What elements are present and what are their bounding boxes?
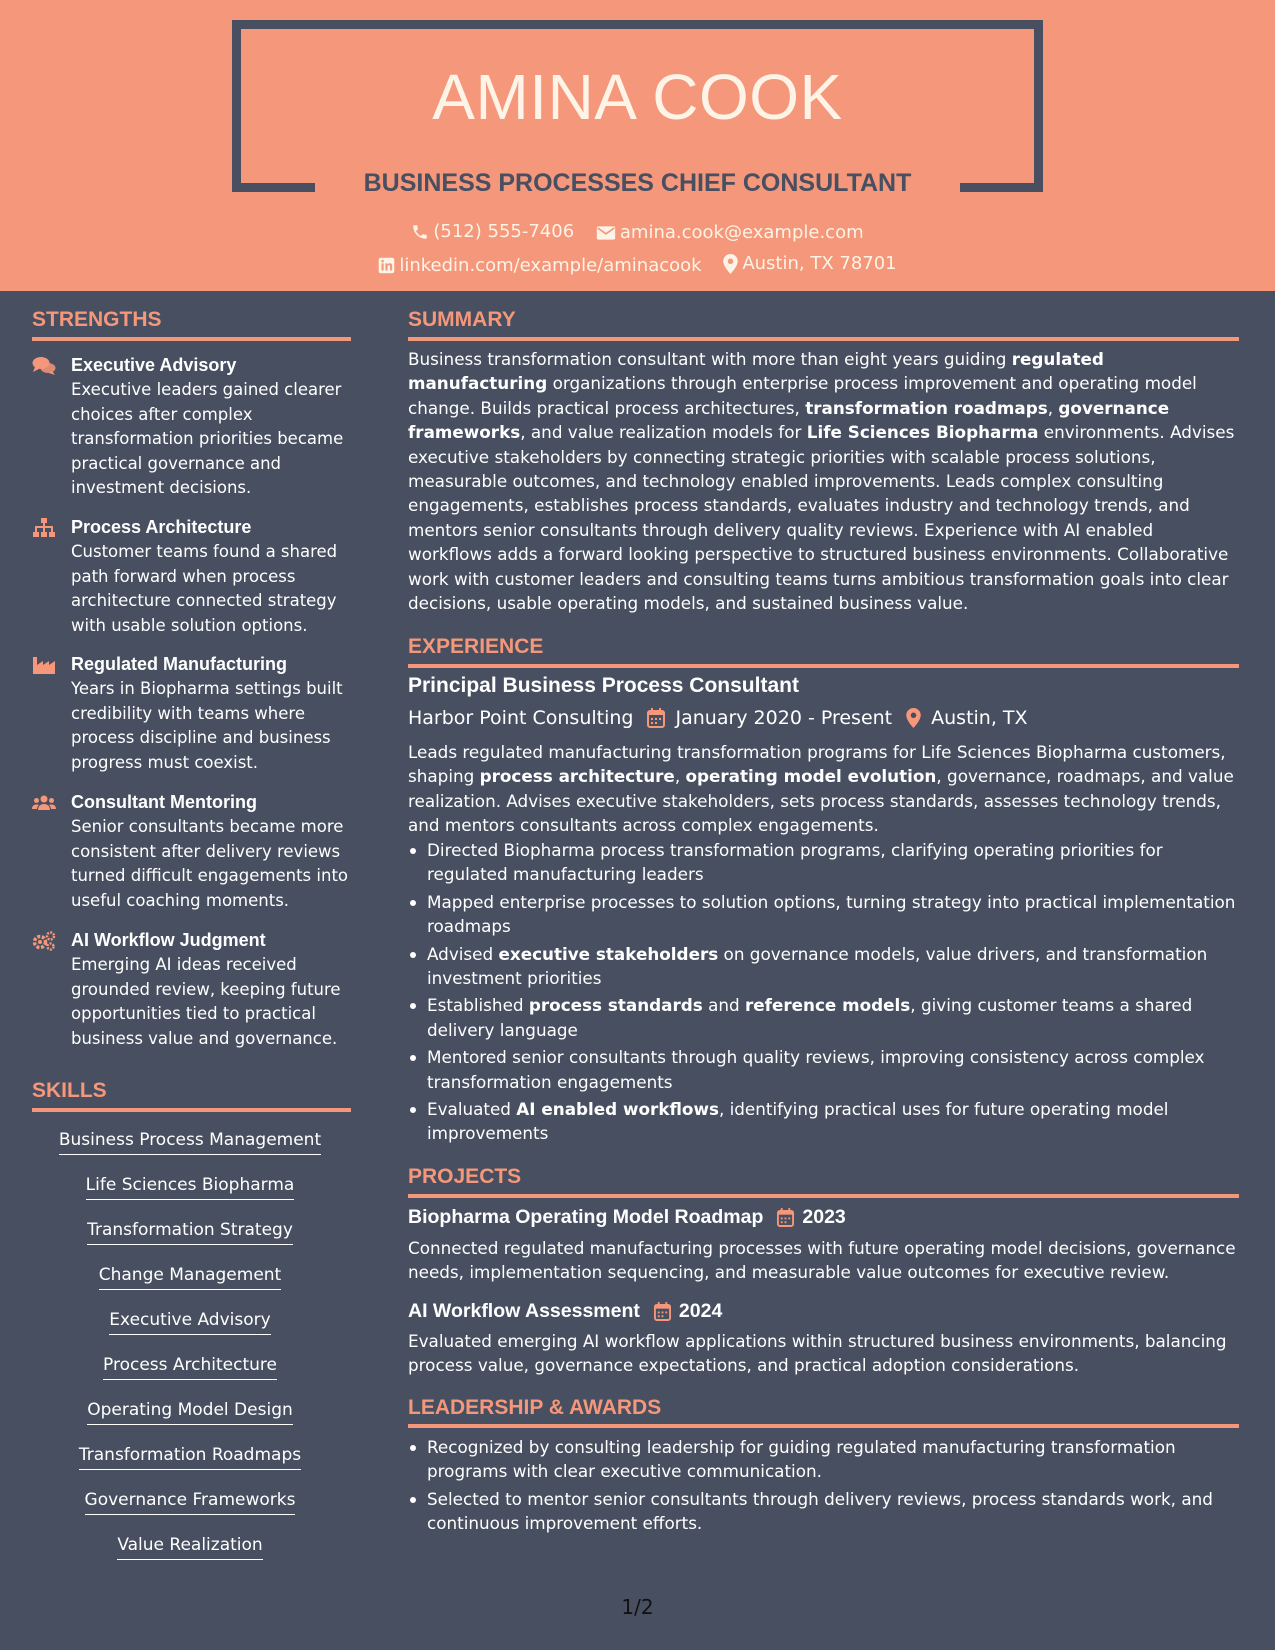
text-run: Mentored senior consultants through quality reviews, improving consistency across complex transformation engagements	[427, 1047, 1205, 1092]
project-description: Evaluated emerging AI workflow applications within structured business environments, balancing process value, governance expectations, and practical adoption considerations.	[408, 1331, 1227, 1376]
strength-title: Process Architecture	[71, 517, 252, 537]
text-run: environments. Advises executive stakeholders by connecting strategic priorities with scalable process solutions, measurable outcomes, and technology enabled improvements. Leads complex consulting engagements, establishes process standards, evaluates industry and technology trends, and mentors senior consultants through delivery quality reviews. Experience with AI enabled workflows adds a forward looking perspective to structured business environments. Collaborative work with customer leaders and consulting teams turns ambitious transformation goals into clear decisions, usable operating models, and sustained business value.	[408, 422, 1235, 614]
calendar-icon	[777, 1208, 794, 1227]
experience-heading: EXPERIENCE	[408, 635, 544, 658]
project-title	[408, 1204, 846, 1230]
leadership-bullets	[408, 1435, 1238, 1539]
job-location-text: Austin, TX	[931, 707, 1028, 729]
contact-row	[0, 220, 1275, 248]
strength-description: Emerging AI ideas received grounded review, keeping future opportunities tied to practical business value and governance.	[71, 955, 341, 1048]
skill-label: Business Process Management	[59, 1128, 321, 1155]
skill-item	[30, 1398, 350, 1425]
summary-heading: SUMMARY	[408, 308, 516, 331]
phone-contact	[411, 220, 574, 244]
text-run: organizations through enterprise process improvement and operating model change. Builds practical process architectures,	[408, 373, 1197, 418]
header-frame	[232, 20, 1043, 29]
skill-item	[30, 1173, 350, 1200]
candidate-title: BUSINESS PROCESSES CHIEF CONSULTANT	[363, 169, 912, 197]
page-number: 1/2	[621, 1595, 654, 1619]
project-description: Connected regulated manufacturing processes with future operating model decisions, governance needs, implementation sequencing, and measurable value outcomes for executive review.	[408, 1238, 1236, 1283]
skill-item	[30, 1488, 350, 1515]
linkedin-link[interactable]: linkedin.com/example/aminacook	[399, 254, 702, 276]
resume-header	[0, 0, 1275, 291]
emphasis-text: AI enabled workflows	[516, 1099, 719, 1120]
projects-heading: PROJECTS	[408, 1165, 522, 1188]
map-marker-icon	[906, 708, 921, 728]
text-run: ,	[1047, 397, 1059, 418]
text-run: Leads regulated manufacturing transformation programs for Life Sciences Biopharma customers, shaping	[408, 742, 1226, 787]
users-icon	[32, 793, 56, 813]
job-location	[906, 705, 1027, 731]
section-divider	[32, 1108, 351, 1112]
job-bullets	[408, 838, 1238, 1149]
skill-item	[30, 1533, 350, 1560]
emphasis-text: transformation roadmaps	[805, 397, 1048, 418]
job-bullet	[408, 993, 1238, 1042]
job-dates	[647, 705, 892, 731]
job-meta	[408, 705, 1028, 731]
phone-icon	[411, 223, 429, 241]
emphasis-text: operating model evolution	[685, 766, 937, 787]
strength-description: Years in Biopharma settings built credibility with teams where process discipline and business progress must coexist.	[71, 679, 343, 772]
job-intro	[408, 740, 1238, 838]
emphasis-text: regulated manufacturing	[408, 349, 1104, 394]
text-run: and	[702, 995, 746, 1016]
location-contact	[723, 252, 896, 276]
envelope-icon	[596, 225, 616, 241]
calendar-icon	[654, 1302, 671, 1321]
contact-row	[0, 252, 1275, 281]
skill-label: Change Management	[99, 1263, 281, 1290]
strength-title: Regulated Manufacturing	[71, 654, 288, 674]
strengths-heading: STRENGTHS	[32, 308, 162, 331]
text-run: Business transformation consultant with more than eight years guiding	[408, 349, 1012, 369]
skill-label: Transformation Roadmaps	[79, 1443, 301, 1470]
text-run: Mapped enterprise processes to solution options, turning strategy into practical implementation roadmaps	[427, 891, 1236, 937]
comments-icon	[32, 356, 56, 376]
skill-label: Life Sciences Biopharma	[86, 1173, 295, 1200]
skill-label: Operating Model Design	[87, 1398, 293, 1425]
job-bullet	[408, 1097, 1238, 1146]
emphasis-text: executive stakeholders	[498, 943, 719, 964]
industry-icon	[32, 655, 56, 675]
section-divider	[32, 337, 351, 341]
linkedin-icon	[378, 257, 395, 274]
skill-item	[30, 1353, 350, 1380]
job-bullet	[408, 890, 1238, 939]
map-marker-icon	[723, 254, 738, 274]
leadership-heading: LEADERSHIP & AWARDS	[408, 1396, 662, 1419]
strength-title: Executive Advisory	[71, 355, 237, 375]
section-divider	[408, 664, 1239, 668]
project-name: AI Workflow Assessment	[408, 1300, 640, 1322]
project-title	[408, 1298, 722, 1324]
emphasis-text: process architecture	[479, 766, 675, 787]
emphasis-text: Life Sciences Biopharma	[806, 422, 1039, 443]
strength-description: Senior consultants became more consistent after delivery reviews turned difficult engagements into useful coaching moments.	[71, 817, 349, 910]
skill-label: Value Realization	[117, 1533, 262, 1560]
text-run: Established	[427, 995, 529, 1016]
strength-description: Executive leaders gained clearer choices after complex transformation priorities became practical governance and investment decisions.	[71, 380, 344, 497]
text-run: Advised	[427, 943, 499, 964]
candidate-name: AMINA COOK	[432, 61, 843, 133]
emphasis-text: reference models	[745, 995, 911, 1016]
leadership-bullet: Selected to mentor senior consultants through delivery reviews, process standards work, and continuous improvement efforts.	[408, 1487, 1238, 1536]
emphasis-text: process standards	[528, 995, 703, 1016]
skill-label: Transformation Strategy	[87, 1218, 293, 1245]
strength-title: AI Workflow Judgment	[71, 930, 266, 950]
text-run: on governance models, value drivers, and transformation investment priorities	[427, 943, 1208, 989]
text-run: Directed Biopharma process transformation programs, clarifying operating priorities for regulated manufacturing leaders	[427, 840, 1163, 885]
project-year: 2023	[802, 1206, 846, 1228]
skills-heading: SKILLS	[32, 1079, 107, 1102]
skill-item	[30, 1218, 350, 1245]
skill-item	[30, 1308, 350, 1335]
summary-text	[408, 347, 1238, 615]
project-name: Biopharma Operating Model Roadmap	[408, 1206, 764, 1228]
section-divider	[408, 1424, 1239, 1428]
location-text: Austin, TX 78701	[742, 253, 897, 274]
text-run: Evaluated	[427, 1099, 517, 1120]
skill-label: Process Architecture	[103, 1353, 277, 1380]
job-title: Principal Business Process Consultant	[408, 674, 799, 697]
cogs-icon	[32, 931, 56, 951]
job-bullet	[408, 838, 1238, 887]
linkedin-contact[interactable]	[378, 254, 701, 278]
sitemap-icon	[32, 518, 56, 538]
section-divider	[408, 1194, 1239, 1198]
email-contact[interactable]	[596, 221, 864, 245]
skill-item	[30, 1443, 350, 1470]
text-run: , identifying practical uses for future operating model improvements	[427, 1099, 1169, 1144]
text-run: ,	[674, 766, 686, 787]
text-run: , and value realization models for	[520, 422, 807, 443]
company-name: Harbor Point Consulting	[408, 707, 634, 729]
calendar-icon	[647, 708, 665, 728]
text-run: , giving customer teams a shared delivery language	[427, 995, 1193, 1040]
skill-item	[30, 1263, 350, 1290]
strength-title: Consultant Mentoring	[71, 792, 257, 812]
job-bullet	[408, 942, 1238, 991]
skill-item	[30, 1128, 350, 1155]
job-dates-text: January 2020 - Present	[675, 707, 893, 729]
project-year: 2024	[678, 1300, 723, 1322]
job-bullet	[408, 1045, 1238, 1094]
section-divider	[408, 337, 1239, 341]
email-link[interactable]: amina.cook@example.com	[619, 222, 864, 243]
strength-description: Customer teams found a shared path forward when process architecture connected strategy with usable solution options.	[71, 542, 338, 635]
phone-number: (512) 555-7406	[433, 221, 575, 242]
emphasis-text: governance frameworks	[408, 397, 1170, 443]
text-run: , governance, roadmaps, and value realization. Advises executive stakeholders, sets process standards, assesses technology trends, and mentors consultants across complex engagements.	[408, 766, 1234, 836]
skill-label: Executive Advisory	[109, 1308, 270, 1335]
leadership-bullet: Recognized by consulting leadership for guiding regulated manufacturing transformation programs with clear executive communication.	[408, 1435, 1238, 1484]
skill-label: Governance Frameworks	[85, 1488, 296, 1515]
